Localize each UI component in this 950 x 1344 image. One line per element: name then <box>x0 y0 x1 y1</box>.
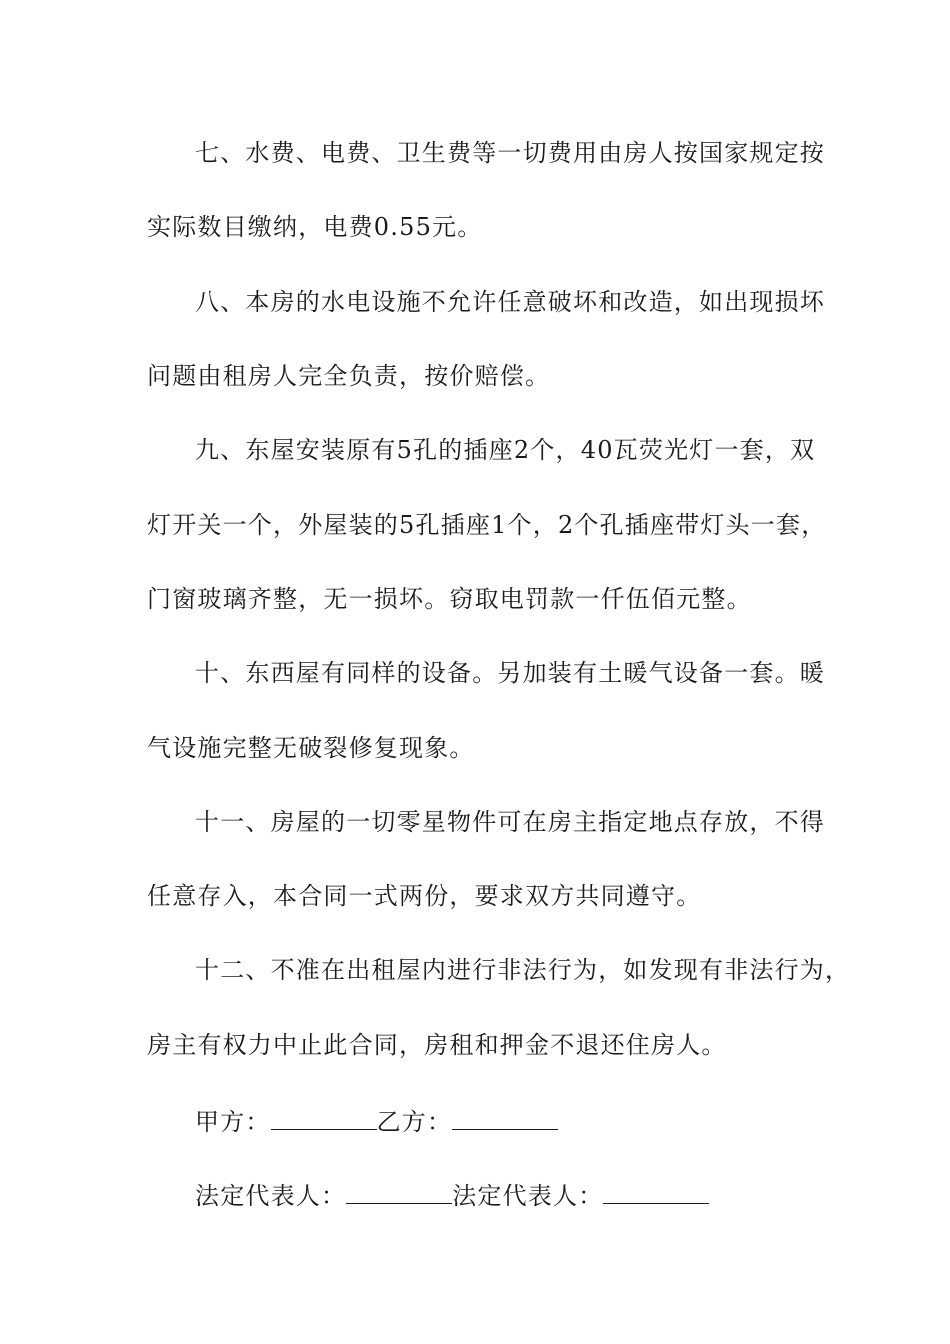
clause-10-line-1: 十、东西屋有同样的设备。另加装有土暖气设备一套。暖 <box>195 659 825 687</box>
clause-9-line-2: 灯开关一个，外屋装的5孔插座1个，2个孔插座带灯头一套， <box>147 511 827 539</box>
party-a-label: 甲方： <box>195 1108 271 1136</box>
clause-7-line-2: 实际数目缴纳，电费0.55元。 <box>147 213 483 241</box>
clause-7-line-1: 七、水费、电费、卫生费等一切费用由房人按国家规定按 <box>195 139 825 167</box>
party-b-label: 乙方： <box>376 1108 453 1136</box>
clause-12-line-1: 十二、不准在出租屋内进行非法行为，如发现有非法行为， <box>195 956 851 984</box>
rep-b-blank[interactable] <box>603 1181 709 1204</box>
rep-a-label: 法定代表人： <box>195 1182 347 1210</box>
clause-12-line-2: 房主有权力中止此合同，房租和押金不退还住房人。 <box>147 1031 727 1059</box>
rep-a-blank[interactable] <box>346 1181 452 1204</box>
clause-11-line-1: 十一、房屋的一切零星物件可在房主指定地点存放，不得 <box>195 808 825 836</box>
representative-signature-line <box>195 1181 815 1211</box>
clause-11-line-2: 任意存入，本合同一式两份，要求双方共同遵守。 <box>147 882 702 910</box>
clause-9-line-3: 门窗玻璃齐整，无一损坏。窃取电罚款一仟伍佰元整。 <box>147 585 752 613</box>
clause-8-line-2: 问题由租房人完全负责，按价赔偿。 <box>147 362 551 390</box>
party-signature-line <box>195 1107 815 1137</box>
clause-9-line-1: 九、东屋安装原有5孔的插座2个，40瓦荧光灯一套，双 <box>195 436 816 464</box>
party-b-blank[interactable] <box>452 1107 558 1130</box>
clause-8-line-1: 八、本房的水电设施不允许任意破坏和改造，如出现损坏 <box>195 288 825 316</box>
clause-10-line-2: 气设施完整无破裂修复现象。 <box>147 734 475 762</box>
party-a-blank[interactable] <box>271 1107 377 1130</box>
rep-b-label: 法定代表人： <box>452 1182 604 1210</box>
